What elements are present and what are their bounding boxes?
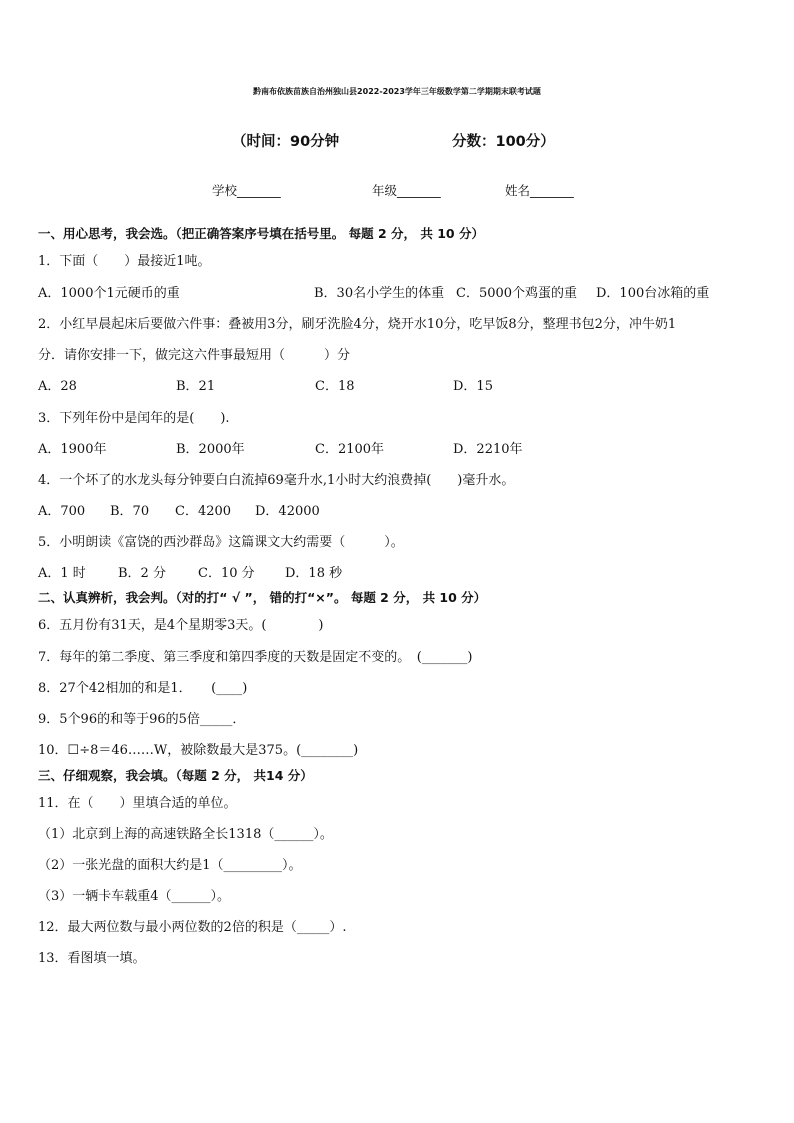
option-c: C．10 分 xyxy=(198,566,255,581)
school-field: 学校_______ xyxy=(212,183,281,198)
option-d: D．42000 xyxy=(255,504,320,519)
question-4: 4．一个坏了的水龙头每分钟要白白流掉69毫升水,1小时大约浪费掉( )毫升水。 xyxy=(38,473,515,488)
question-2-line-1: 2．小红早晨起床后要做六件事：叠被用3分，刷牙洗脸4分，烧开水10分，吃早饭8分，整理书包2分，冲牛奶1 xyxy=(38,317,677,332)
section-2-heading: 二、认真辨析，我会判。（对的打“ √ ”， 错的打“×”。 每题 2 分， 共 10 分） xyxy=(38,590,487,605)
exam-title: 黔南布依族苗族自治州独山县2022-2023学年三年级数学第二学期期末联考试题 xyxy=(253,87,541,96)
option-d: D．18 秒 xyxy=(285,566,343,581)
section-1-heading: 一、用心思考，我会选。（把正确答案序号填在括号里。 每题 2 分， 共 10 分） xyxy=(38,226,484,241)
option-a: A．1900年 xyxy=(38,442,107,457)
option-c: C．2100年 xyxy=(315,442,385,457)
section-3-heading: 三、仔细观察，我会填。（每题 2 分， 共14 分） xyxy=(38,768,313,783)
question-12: 12．最大两位数与最小两位数的2倍的积是（_____）. xyxy=(38,920,347,935)
question-1: 1．下面（ ）最接近1吨。 xyxy=(38,254,211,269)
option-a: A．1000个1元硬币的重 xyxy=(38,286,180,301)
option-d: D．100台冰箱的重 xyxy=(596,286,710,301)
question-3: 3．下列年份中是闰年的是( ). xyxy=(38,411,230,426)
question-13: 13．看图填一填。 xyxy=(38,951,146,966)
option-c: C．4200 xyxy=(175,504,232,519)
question-10: 10．☐÷8＝46……W，被除数最大是375。(________) xyxy=(38,743,359,758)
question-11-part-2: （2）一张光盘的面积大约是1（_________）。 xyxy=(38,858,302,873)
question-8: 8．27个42相加的和是1． (____) xyxy=(38,681,248,696)
option-b: B．70 xyxy=(110,504,150,519)
grade-field: 年级_______ xyxy=(372,183,441,198)
exam-score: 分数：100分） xyxy=(452,134,555,150)
question-11-part-3: （3）一辆卡车载重4（______）。 xyxy=(38,889,231,904)
option-b: B．30名小学生的体重 xyxy=(314,286,445,301)
name-field: 姓名_______ xyxy=(505,183,574,198)
option-b: B．2000年 xyxy=(176,442,245,457)
question-6: 6．五月份有31天，是4个星期零3天。( ) xyxy=(38,618,324,633)
option-a: A．700 xyxy=(38,504,86,519)
option-a: A．28 xyxy=(38,379,77,394)
question-11: 11．在（ ）里填合适的单位。 xyxy=(38,796,237,811)
option-d: D．15 xyxy=(453,379,493,394)
exam-time: （时间：90分钟 xyxy=(232,134,340,150)
option-c: C．18 xyxy=(315,379,355,394)
question-9: 9．5个96的和等于96的5倍_____． xyxy=(38,712,246,727)
option-d: D．2210年 xyxy=(453,442,523,457)
question-7: 7．每年的第二季度、第三季度和第四季度的天数是固定不变的。 (_______) xyxy=(38,650,473,665)
question-5: 5．小明朗读《富饶的西沙群岛》这篇课文大约需要（ ）。 xyxy=(38,535,404,550)
option-a: A．1 时 xyxy=(38,566,86,581)
option-b: B．2 分 xyxy=(118,566,166,581)
option-c: C．5000个鸡蛋的重 xyxy=(456,286,578,301)
option-b: B．21 xyxy=(176,379,216,394)
question-11-part-1: （1）北京到上海的高速铁路全长1318（______）。 xyxy=(38,827,333,842)
question-2-line-2: 分．请你安排一下，做完这六件事最短用（ ）分 xyxy=(38,348,351,363)
